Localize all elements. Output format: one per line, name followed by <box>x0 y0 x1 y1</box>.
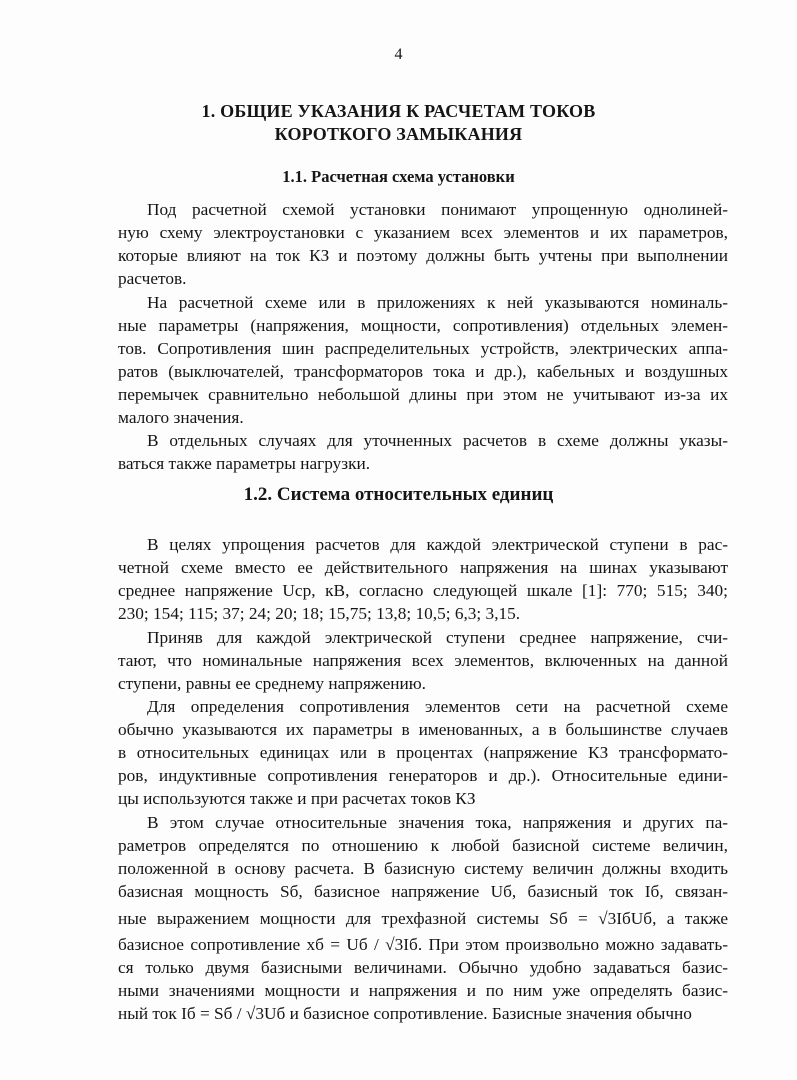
paragraph-line: раметров определятся по отношению к любой базисной системе величин, <box>118 836 728 855</box>
paragraph-line: На расчетной схеме или в приложениях к ней указываются номиналь- <box>147 293 728 312</box>
paragraph-line: ные параметры (напряжения, мощности, сопротивления) отдельных элемен- <box>118 316 728 335</box>
paragraph-line: тают, что номинальные напряжения всех элементов, включенных на данной <box>118 651 728 670</box>
paragraph-line: ся только двумя базисными величинами. Обычно удобно задаваться базис- <box>118 958 728 977</box>
paragraph-line: тов. Сопротивления шин распределительных устройств, электрических аппа- <box>118 339 728 358</box>
paragraph-line: 230; 154; 115; 37; 24; 20; 18; 15,75; 13,8; 10,5; 6,3; 3,15. <box>118 604 521 623</box>
paragraph-line: В целях упрощения расчетов для каждой электрической ступени в рас- <box>147 535 728 554</box>
paragraph-line: цы используются также и при расчетах токов КЗ <box>118 789 476 808</box>
page-number: 4 <box>394 46 403 63</box>
paragraph-line: базисное сопротивление xб = Uб / √3Iб. При этом произвольно можно задавать- <box>118 935 728 954</box>
paragraph-line: ный ток Iб = Sб / √3Uб и базисное сопротивление. Базисные значения обычно <box>118 1004 692 1023</box>
paragraph-line: Приняв для каждой электрической ступени среднее напряжение, счи- <box>147 628 728 647</box>
paragraph-line: Под расчетной схемой установки понимают упрощенную однолиней- <box>147 200 728 219</box>
paragraph-line: четной схеме вместо ее действительного напряжения на шинах указывают <box>118 558 728 577</box>
paragraph-line: малого значения. <box>118 408 244 427</box>
paragraph-line: обычно указываются их параметры в именованных, а в большинстве случаев <box>118 720 728 739</box>
paragraph-line: среднее напряжение Uср, кВ, согласно следующей шкале [1]: 770; 515; 340; <box>118 581 728 600</box>
section-1-1-title: 1.1. Расчетная схема установки <box>282 167 515 186</box>
paragraph-line: базисная мощность Sб, базисное напряжение Uб, базисный ток Iб, связан- <box>118 882 728 901</box>
paragraph-line: расчетов. <box>118 269 187 288</box>
section-1-2-title: 1.2. Система относительных единиц <box>243 484 554 505</box>
paragraph-line: Для определения сопротивления элементов сети на расчетной схеме <box>147 697 728 716</box>
paragraph-line: В этом случае относительные значения тока, напряжения и других па- <box>147 813 728 832</box>
paragraph-line: которые влияют на ток КЗ и поэтому должны быть учтены при выполнении <box>118 246 728 265</box>
paragraph-line: в относительных единицах или в процентах (напряжение КЗ трансформато- <box>118 743 728 762</box>
paragraph-line: ные выражением мощности для трехфазной системы Sб = √3IбUб, а также <box>118 909 728 928</box>
chapter-title-line-2: КОРОТКОГО ЗАМЫКАНИЯ <box>274 124 523 144</box>
paragraph-line: положенной в основу расчета. В базисную систему величин должны входить <box>118 859 728 878</box>
paragraph-line: ваться также параметры нагрузки. <box>118 454 371 473</box>
paragraph-line: ратов (выключателей, трансформаторов тока и др.), кабельных и воздушных <box>118 362 728 381</box>
paragraph-line: ступени, равны ее среднему напряжению. <box>118 674 426 693</box>
paragraph-line: перемычек сравнительно небольшой длины при этом не учитывают из-за их <box>118 385 728 404</box>
paragraph-line: ров, индуктивные сопротивления генераторов и др.). Относительные едини- <box>118 766 728 785</box>
paragraph-line: В отдельных случаях для уточненных расчетов в схеме должны указы- <box>147 431 728 450</box>
paragraph-line: ную схему электроустановки с указанием всех элементов и их параметров, <box>118 223 728 242</box>
paragraph-line: ными значениями мощности и напряжения и по ним уже определять базис- <box>118 981 728 1000</box>
chapter-title-line-1: 1. ОБЩИЕ УКАЗАНИЯ К РАСЧЕТАМ ТОКОВ <box>201 101 596 121</box>
